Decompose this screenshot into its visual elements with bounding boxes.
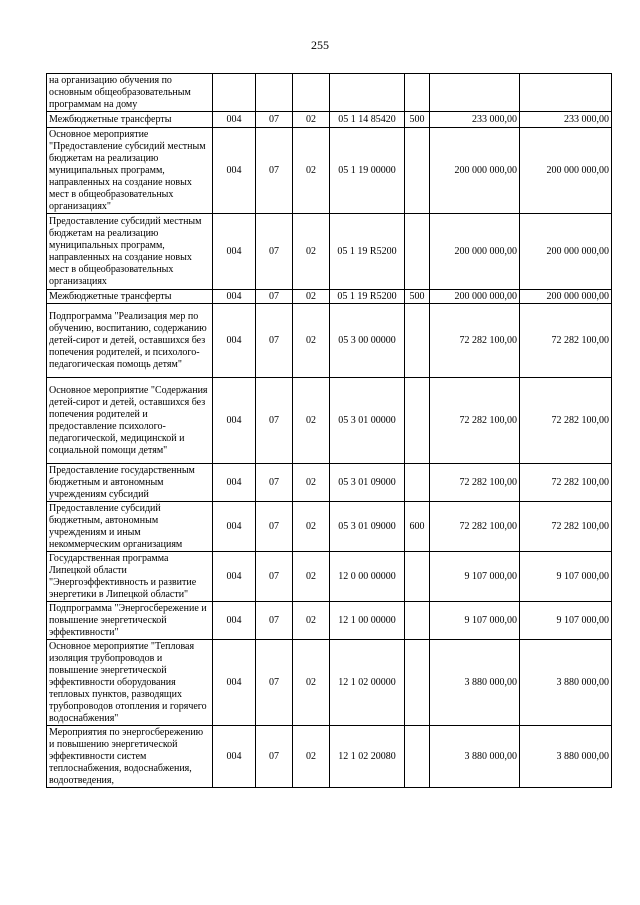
row-name: Государственная программа Липецкой области "Энергоэффективность и развитие энергетики в Липецкой области" xyxy=(47,552,213,602)
target-article: 05 1 14 85420 xyxy=(330,112,405,128)
target-article: 05 1 19 R5200 xyxy=(330,290,405,304)
amount-year-2: 72 282 100,00 xyxy=(520,304,612,378)
subsection-code: 02 xyxy=(293,502,330,552)
amount-year-1: 9 107 000,00 xyxy=(430,552,520,602)
admin-code: 004 xyxy=(213,378,256,464)
amount-year-2: 200 000 000,00 xyxy=(520,214,612,290)
amount-year-2: 200 000 000,00 xyxy=(520,290,612,304)
table-row xyxy=(47,214,612,290)
target-article xyxy=(330,74,405,112)
target-article: 05 3 01 09000 xyxy=(330,464,405,502)
amount-year-2: 9 107 000,00 xyxy=(520,602,612,640)
subsection-code: 02 xyxy=(293,128,330,214)
section-code: 07 xyxy=(256,290,293,304)
subsection-code: 02 xyxy=(293,552,330,602)
subsection-code: 02 xyxy=(293,378,330,464)
table-row xyxy=(47,552,612,602)
amount-year-1: 3 880 000,00 xyxy=(430,726,520,788)
section-code: 07 xyxy=(256,378,293,464)
expense-type xyxy=(405,214,430,290)
admin-code: 004 xyxy=(213,602,256,640)
amount-year-2: 72 282 100,00 xyxy=(520,502,612,552)
expense-type: 500 xyxy=(405,112,430,128)
page-number: 255 xyxy=(311,38,329,52)
amount-year-2: 72 282 100,00 xyxy=(520,378,612,464)
row-name: на организацию обучения по основным общеобразовательным программам на дому xyxy=(47,74,213,112)
row-name: Предоставление субсидий бюджетным, автономным учреждениям и иным некоммерческим организациям xyxy=(47,502,213,552)
table-row xyxy=(47,74,612,112)
section-code: 07 xyxy=(256,552,293,602)
expense-type: 600 xyxy=(405,502,430,552)
expense-type xyxy=(405,304,430,378)
amount-year-1 xyxy=(430,74,520,112)
subsection-code: 02 xyxy=(293,304,330,378)
table-row xyxy=(47,464,612,502)
admin-code: 004 xyxy=(213,552,256,602)
amount-year-2: 72 282 100,00 xyxy=(520,464,612,502)
target-article: 12 0 00 00000 xyxy=(330,552,405,602)
subsection-code: 02 xyxy=(293,290,330,304)
table-row xyxy=(47,640,612,726)
amount-year-2: 233 000,00 xyxy=(520,112,612,128)
expense-type xyxy=(405,552,430,602)
target-article: 05 3 00 00000 xyxy=(330,304,405,378)
row-name: Предоставление государственным бюджетным и автономным учреждениям субсидий xyxy=(47,464,213,502)
row-name: Подпрограмма "Реализация мер по обучению, воспитанию, содержанию детей-сирот и детей, оставшихся без попечения родителей, и психолого-педагогическая помощь детям" xyxy=(47,304,213,378)
admin-code: 004 xyxy=(213,464,256,502)
amount-year-2: 3 880 000,00 xyxy=(520,726,612,788)
amount-year-2 xyxy=(520,74,612,112)
admin-code: 004 xyxy=(213,502,256,552)
table-row xyxy=(47,112,612,128)
amount-year-1: 72 282 100,00 xyxy=(430,378,520,464)
target-article: 05 1 19 R5200 xyxy=(330,214,405,290)
admin-code: 004 xyxy=(213,304,256,378)
row-name: Основное мероприятие "Содержания детей-сирот и детей, оставшихся без попечения родителей и предоставление психолого-педагогической, медицинской и социальной помощи детям" xyxy=(47,378,213,464)
subsection-code xyxy=(293,74,330,112)
expense-type xyxy=(405,640,430,726)
amount-year-1: 9 107 000,00 xyxy=(430,602,520,640)
table-row xyxy=(47,378,612,464)
expense-type xyxy=(405,378,430,464)
amount-year-1: 72 282 100,00 xyxy=(430,304,520,378)
amount-year-1: 72 282 100,00 xyxy=(430,502,520,552)
expense-type xyxy=(405,602,430,640)
table-row xyxy=(47,726,612,788)
subsection-code: 02 xyxy=(293,640,330,726)
table-row xyxy=(47,502,612,552)
subsection-code: 02 xyxy=(293,602,330,640)
budget-table-body xyxy=(47,74,612,788)
section-code: 07 xyxy=(256,602,293,640)
admin-code: 004 xyxy=(213,112,256,128)
table-row xyxy=(47,128,612,214)
row-name: Предоставление субсидий местным бюджетам на реализацию муниципальных программ, направленных на создание новых мест в общеобразовательных организациях xyxy=(47,214,213,290)
section-code: 07 xyxy=(256,640,293,726)
section-code: 07 xyxy=(256,304,293,378)
row-name: Межбюджетные трансферты xyxy=(47,112,213,128)
target-article: 05 3 01 09000 xyxy=(330,502,405,552)
section-code: 07 xyxy=(256,726,293,788)
admin-code: 004 xyxy=(213,128,256,214)
amount-year-2: 9 107 000,00 xyxy=(520,552,612,602)
table-row xyxy=(47,304,612,378)
row-name: Подпрограмма "Энергосбережение и повышение энергетической эффективности" xyxy=(47,602,213,640)
section-code: 07 xyxy=(256,214,293,290)
budget-table xyxy=(46,73,612,788)
row-name: Основное мероприятие "Тепловая изоляция трубопроводов и повышение энергетической эффективности оборудования тепловых пунктов, разводящих трубопроводов отопления и горячего водоснабжения" xyxy=(47,640,213,726)
amount-year-1: 200 000 000,00 xyxy=(430,290,520,304)
amount-year-2: 3 880 000,00 xyxy=(520,640,612,726)
target-article: 12 1 02 00000 xyxy=(330,640,405,726)
admin-code: 004 xyxy=(213,290,256,304)
table-row xyxy=(47,290,612,304)
admin-code: 004 xyxy=(213,726,256,788)
expense-type xyxy=(405,128,430,214)
amount-year-2: 200 000 000,00 xyxy=(520,128,612,214)
expense-type xyxy=(405,726,430,788)
row-name: Мероприятия по энергосбережению и повышению энергетической эффективности систем теплоснабжения, водоснабжения, водоотведения, xyxy=(47,726,213,788)
subsection-code: 02 xyxy=(293,112,330,128)
row-name: Межбюджетные трансферты xyxy=(47,290,213,304)
table-row xyxy=(47,602,612,640)
expense-type xyxy=(405,74,430,112)
amount-year-1: 233 000,00 xyxy=(430,112,520,128)
amount-year-1: 3 880 000,00 xyxy=(430,640,520,726)
subsection-code: 02 xyxy=(293,464,330,502)
subsection-code: 02 xyxy=(293,726,330,788)
admin-code: 004 xyxy=(213,640,256,726)
section-code: 07 xyxy=(256,112,293,128)
expense-type: 500 xyxy=(405,290,430,304)
row-name: Основное мероприятие "Предоставление субсидий местным бюджетам на реализацию муниципальных программ, направленных на создание новых мест в общеобразовательных организациях" xyxy=(47,128,213,214)
target-article: 05 1 19 00000 xyxy=(330,128,405,214)
subsection-code: 02 xyxy=(293,214,330,290)
section-code xyxy=(256,74,293,112)
target-article: 12 1 00 00000 xyxy=(330,602,405,640)
section-code: 07 xyxy=(256,464,293,502)
amount-year-1: 200 000 000,00 xyxy=(430,214,520,290)
target-article: 12 1 02 20080 xyxy=(330,726,405,788)
admin-code: 004 xyxy=(213,214,256,290)
amount-year-1: 72 282 100,00 xyxy=(430,464,520,502)
section-code: 07 xyxy=(256,128,293,214)
amount-year-1: 200 000 000,00 xyxy=(430,128,520,214)
admin-code xyxy=(213,74,256,112)
target-article: 05 3 01 00000 xyxy=(330,378,405,464)
expense-type xyxy=(405,464,430,502)
section-code: 07 xyxy=(256,502,293,552)
